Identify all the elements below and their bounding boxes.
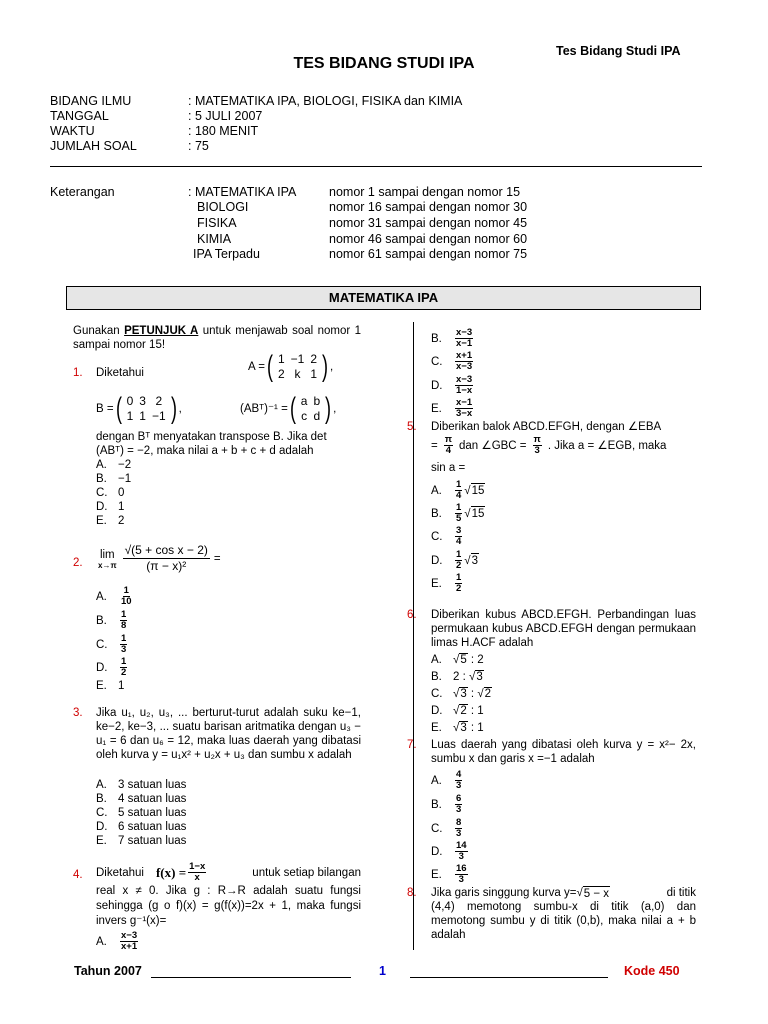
- fraction: [455, 328, 473, 349]
- matrix-a: A = ( 1 −1 2 2 k 1 ) ,: [248, 350, 334, 383]
- matrix: ( 1 −1 2 2 k 1 ): [266, 350, 329, 383]
- fraction-numerator: x−3: [456, 327, 473, 338]
- matrix-cell: 2: [277, 367, 285, 381]
- sqrt-radicand: 5 − x: [583, 888, 610, 900]
- keterangan-subject: FISIKA: [197, 216, 237, 230]
- answer-option: [96, 834, 186, 848]
- fraction: [455, 351, 473, 372]
- answer-option: [431, 818, 464, 839]
- fraction-denominator: 3−x: [456, 408, 473, 419]
- matrix-label: B =: [96, 403, 114, 415]
- keterangan-range: nomor 16 sampai dengan nomor 30: [329, 200, 528, 214]
- question-text: Luas daerah yang dibatasi oleh kurva y = x²− 2x, sumbu x dan garis x =−1 adalah: [431, 739, 696, 765]
- answer-option: [431, 653, 484, 667]
- question-number: 5.: [407, 421, 417, 433]
- fraction-denominator: 2: [456, 560, 462, 571]
- matrix-cell: 1: [277, 352, 285, 366]
- fraction-numerator: 1: [456, 572, 462, 583]
- fraction-numerator: 8: [456, 817, 462, 828]
- answer-option: [431, 670, 484, 684]
- fraction-numerator: 1: [456, 549, 462, 560]
- fraction-denominator: 3: [456, 780, 462, 791]
- fraction-denominator: x−3: [456, 361, 473, 372]
- matrix-cell: b: [313, 394, 321, 408]
- answer-option: [96, 514, 124, 528]
- option-letter: C.: [96, 487, 108, 499]
- sqrt-sign: √: [453, 705, 460, 717]
- matrix-cell: 3: [139, 394, 146, 408]
- question-text: [431, 435, 696, 456]
- sqrt-sign: √: [464, 554, 471, 567]
- header-right-label: Tes Bidang Studi IPA: [556, 44, 681, 58]
- fraction-numerator: x−3: [121, 930, 138, 941]
- keterangan-subject: KIMIA: [197, 232, 232, 246]
- answer-option: [431, 864, 470, 885]
- fraction-denominator: 4: [456, 490, 462, 501]
- answer-option: [96, 931, 140, 952]
- question-text: Jika u₁, u₂, u₃, ... berturut-turut adalah suku ke−1, ke−2, ke−3, ... suatu barisan aritmatika dengan u₃ − u₁ = 6 dan u₆ = 12, maka luas daerah yang dibatasi oleh kurva y = u₁x² + u₂x + u₃ dan sumbu x adalah: [96, 707, 361, 761]
- fraction: [455, 550, 462, 571]
- intro-text: Gunakan: [73, 325, 125, 337]
- fraction-numerator: 1: [121, 633, 127, 644]
- fraction-numerator: 1: [456, 479, 462, 490]
- answer-option: [96, 820, 186, 834]
- question-number: 3.: [73, 707, 83, 719]
- fraction-denominator: x−1: [456, 338, 473, 349]
- answer-option: [431, 794, 464, 815]
- fraction: [455, 375, 473, 396]
- sqrt-sign: √: [453, 722, 460, 734]
- limit: [98, 548, 117, 570]
- fraction-denominator: 3: [534, 445, 540, 456]
- answer-option: [96, 586, 135, 607]
- option-letter: B.: [431, 507, 442, 520]
- question-text: real x ≠ 0. Jika g : R→R adalah suatu fungsi sehingga (g o f)(x) = g(f(x))=2x + 1, maka fungsi invers g⁻¹(x)=: [96, 885, 361, 927]
- fraction-numerator: 6: [456, 793, 462, 804]
- option-letter: B.: [96, 793, 107, 805]
- option-value: −2: [118, 459, 132, 471]
- answer-option: [96, 806, 186, 820]
- ratio-separator: : 1: [470, 705, 484, 717]
- option-value: 3 satuan luas: [118, 779, 187, 791]
- sqrt-radicand: 3: [460, 722, 467, 734]
- fraction-numerator: 3: [456, 525, 462, 536]
- matrix-abt-inverse: (ABᵀ)⁻¹ = ( a b c d ) ,: [240, 392, 337, 425]
- fraction: [120, 657, 127, 678]
- answer-option: [431, 526, 464, 547]
- sqrt-sign: √: [464, 484, 471, 497]
- option-value: 6 satuan luas: [118, 821, 187, 833]
- fraction-numerator: 1−x: [189, 861, 206, 872]
- option-value: 1: [118, 680, 125, 692]
- option-letter: D.: [431, 845, 443, 858]
- fraction-denominator: 10: [121, 596, 132, 607]
- question-text: sin a =: [431, 462, 466, 474]
- info-value: : 180 MENIT: [188, 124, 259, 138]
- instructions: [73, 324, 361, 352]
- answer-option: [431, 704, 484, 718]
- sqrt-sign: √: [464, 507, 471, 520]
- fraction: [120, 634, 127, 655]
- question-text: Diberikan kubus ABCD.EFGH. Perbandingan luas permukaan kubus ABCD.EFGH dengan permukaan limas H.ACF adalah: [431, 609, 696, 649]
- keterangan-subject: IPA Terpadu: [193, 247, 260, 261]
- fraction: [120, 586, 133, 607]
- fraction-denominator: 2: [456, 583, 462, 594]
- fraction-numerator: 14: [456, 840, 467, 851]
- option-letter: B.: [431, 798, 442, 811]
- sqrt-sign: √: [453, 654, 460, 666]
- matrix-label: A =: [248, 361, 265, 373]
- question-number: 1.: [73, 367, 83, 379]
- answer-option: [431, 398, 475, 419]
- option-letter: C.: [431, 688, 443, 700]
- matrix-cell: 1: [126, 409, 134, 423]
- sqrt-radicand: 5: [460, 654, 467, 666]
- fraction: [120, 931, 138, 952]
- sqrt-sign: √: [469, 671, 476, 683]
- option-value: −1: [118, 473, 132, 485]
- fraction: [455, 864, 468, 885]
- fraction-numerator: x−3: [456, 374, 473, 385]
- fraction-numerator: 1: [121, 656, 127, 667]
- fraction: [455, 503, 462, 524]
- answer-option: [431, 550, 479, 571]
- option-letter: E.: [96, 835, 107, 847]
- answer-option: [96, 458, 131, 472]
- answer-option: [431, 328, 475, 349]
- fraction: [455, 573, 462, 594]
- info-label: WAKTU: [50, 124, 95, 138]
- answer-option: [96, 679, 124, 693]
- ratio-separator: : 1: [470, 722, 484, 734]
- option-letter: E.: [431, 722, 442, 734]
- keterangan-label: Keterangan: [50, 185, 115, 199]
- fraction: [455, 841, 468, 862]
- option-letter: A.: [96, 590, 107, 603]
- matrix: ( a b c d ): [289, 392, 332, 425]
- sqrt-radicand: 3: [471, 555, 479, 567]
- option-letter: A.: [96, 779, 107, 791]
- fraction-numerator: 4: [456, 769, 462, 780]
- sqrt-sign: √: [477, 688, 484, 700]
- answer-option: [431, 573, 464, 594]
- info-label: JUMLAH SOAL: [50, 139, 137, 153]
- matrix-cell: 1: [139, 409, 146, 423]
- fraction-denominator: 3: [458, 874, 464, 885]
- question-text: (ABᵀ) = −2, maka nilai a + b + c + d adalah: [96, 445, 314, 457]
- sqrt-radicand: 15: [471, 485, 485, 497]
- page-number: 1: [379, 964, 386, 978]
- sqrt-radicand: 2: [484, 688, 492, 700]
- question-text: [96, 862, 361, 883]
- intro-text: untuk menjawab soal nomor 1 sampai nomor 15!: [73, 325, 361, 351]
- keterangan-range: nomor 61 sampai dengan nomor 75: [329, 247, 528, 261]
- answer-option: [431, 721, 484, 735]
- answer-option: [96, 778, 186, 792]
- limit-fraction: [123, 543, 210, 574]
- page-title: TES BIDANG STUDI IPA: [293, 55, 475, 72]
- option-letter: A.: [431, 484, 442, 497]
- info-value: : 75: [188, 139, 209, 153]
- question-number: 4.: [73, 869, 83, 881]
- answer-option: [96, 610, 129, 631]
- fraction-numerator: 16: [456, 863, 467, 874]
- option-letter: C.: [96, 638, 108, 651]
- question-text: [431, 886, 696, 901]
- matrix-cell: −1: [290, 352, 305, 366]
- question-text-segment: di titik: [666, 887, 696, 899]
- answer-option: [431, 770, 464, 791]
- fraction: [455, 794, 462, 815]
- limit-expression: [98, 543, 221, 574]
- matrix-cell: −1: [151, 409, 166, 423]
- option-letter: C.: [431, 530, 443, 543]
- fraction-numerator: √(5 + cos x − 2): [124, 543, 208, 557]
- answer-option: [431, 375, 475, 396]
- fraction: [455, 398, 473, 419]
- fraction-numerator: π: [444, 434, 452, 445]
- option-letter: C.: [96, 807, 108, 819]
- matrix: ( 0 3 2 1 1 −1 ): [115, 392, 177, 425]
- divider: [50, 166, 702, 167]
- equals-sign: =: [431, 439, 438, 452]
- fraction-denominator: 3: [121, 644, 127, 655]
- question-text: (4,4) memotong sumbu-x di titik (a,0) dan memotong sumbu y di titik (0,b), maka nilai a + b adalah: [431, 901, 696, 941]
- question-text-segment: untuk setiap bilangan: [252, 866, 361, 879]
- answer-option: [96, 500, 124, 514]
- option-letter: A.: [431, 774, 442, 787]
- limit-label: lim: [99, 548, 115, 561]
- footer-line: [151, 964, 351, 978]
- fraction-denominator: 2: [121, 667, 127, 678]
- matrix-cell: d: [313, 409, 321, 423]
- answer-option: [96, 634, 129, 655]
- option-letter: A.: [96, 935, 107, 948]
- sqrt-radicand: 15: [471, 508, 485, 520]
- option-letter: E.: [96, 515, 107, 527]
- fraction-denominator: x+1: [121, 941, 138, 952]
- question-text-segment: . Jika a = ∠EGB, maka: [547, 439, 667, 452]
- option-letter: C.: [431, 822, 443, 835]
- matrix-cell: c: [301, 409, 308, 423]
- fraction-numerator: x+1: [456, 350, 473, 361]
- option-letter: B.: [96, 614, 107, 627]
- fraction: [455, 818, 462, 839]
- fraction: [455, 526, 462, 547]
- option-letter: D.: [96, 501, 108, 513]
- footer-year: Tahun 2007: [74, 964, 142, 978]
- question-number: 8.: [407, 887, 417, 899]
- matrix-cell: 1: [310, 367, 318, 381]
- fraction-denominator: 5: [456, 513, 462, 524]
- option-value: 0: [118, 487, 125, 499]
- option-letter: E.: [431, 577, 442, 590]
- option-letter: B.: [431, 671, 442, 683]
- fraction: [120, 610, 127, 631]
- option-letter: B.: [96, 473, 107, 485]
- option-value: 4 satuan luas: [118, 793, 187, 805]
- option-value: 7 satuan luas: [118, 835, 187, 847]
- answer-option: [431, 687, 492, 701]
- answer-option: [431, 480, 485, 501]
- limit-subscript: x→π: [98, 560, 117, 570]
- option-value: 1: [118, 501, 125, 513]
- fraction: [455, 770, 462, 791]
- question-text: dengan Bᵀ menyatakan transpose B. Jika det: [96, 431, 327, 443]
- option-letter: D.: [431, 705, 443, 717]
- sqrt-sign: √: [453, 688, 460, 700]
- matrix-cell: a: [300, 394, 308, 408]
- question-lead: Diketahui: [96, 367, 144, 379]
- fraction-denominator: (π − x)²: [146, 559, 187, 573]
- fraction-denominator: 4: [445, 445, 451, 456]
- matrix-cell: 2: [155, 394, 163, 408]
- fraction-numerator: π: [533, 434, 541, 445]
- answer-option: [96, 486, 124, 500]
- fraction: [188, 862, 206, 883]
- sqrt-radicand: 3: [460, 688, 467, 700]
- question-number: 2.: [73, 557, 83, 569]
- fraction-numerator: 1: [121, 609, 127, 620]
- fraction-denominator: 1−x: [456, 385, 473, 396]
- matrix-b: B = ( 0 3 2 1 1 −1 ) ,: [96, 392, 182, 425]
- question-text-segment: dan ∠GBC =: [459, 439, 527, 452]
- keterangan-subject: BIOLOGI: [197, 200, 249, 214]
- question-number: 7.: [407, 739, 417, 751]
- ratio-separator: 2 :: [453, 671, 466, 683]
- keterangan-range: nomor 31 sampai dengan nomor 45: [329, 216, 528, 230]
- footer-line: [410, 964, 608, 978]
- instruction-keyword: PETUNJUK A: [124, 325, 199, 337]
- ratio-separator: : 2: [470, 654, 484, 666]
- question-text-segment: Jika garis singgung kurva y=: [431, 887, 577, 899]
- fraction-denominator: 3: [458, 851, 464, 862]
- matrix-label: (ABᵀ)⁻¹ =: [240, 403, 288, 415]
- fraction-denominator: 4: [456, 536, 462, 547]
- question-text: Diberikan balok ABCD.EFGH, dengan ∠EBA: [431, 421, 662, 433]
- fraction-denominator: 3: [456, 828, 462, 839]
- fraction-denominator: x: [194, 872, 200, 883]
- keterangan-subject: : MATEMATIKA IPA: [188, 185, 297, 199]
- fraction: [533, 435, 542, 456]
- answer-option: [96, 472, 131, 486]
- column-divider: [413, 322, 414, 950]
- question-lead: Diketahui: [96, 866, 144, 879]
- answer-option: [431, 351, 475, 372]
- option-letter: E.: [431, 868, 442, 881]
- option-letter: E.: [431, 402, 442, 415]
- keterangan-range: nomor 46 sampai dengan nomor 60: [329, 232, 528, 246]
- matrix-cell: k: [294, 367, 301, 381]
- option-letter: E.: [96, 680, 107, 692]
- info-value: : 5 JULI 2007: [188, 109, 263, 123]
- function-label: f(x) =: [155, 864, 187, 880]
- matrix-cell: 2: [310, 352, 318, 366]
- question-number: 6.: [407, 609, 417, 621]
- sqrt-sign: √: [576, 887, 583, 899]
- info-label: TANGGAL: [50, 109, 109, 123]
- fraction-denominator: 3: [456, 804, 462, 815]
- fraction-numerator: x−1: [456, 397, 473, 408]
- option-letter: D.: [431, 554, 443, 567]
- fraction-numerator: 1: [456, 502, 462, 513]
- option-letter: A.: [431, 654, 442, 666]
- info-value: : MATEMATIKA IPA, BIOLOGI, FISIKA dan KIMIA: [188, 94, 463, 108]
- matrix-cell: 0: [126, 394, 134, 408]
- fraction-numerator: 1: [123, 585, 129, 596]
- answer-option: [96, 657, 129, 678]
- option-letter: D.: [96, 661, 108, 674]
- option-letter: B.: [431, 332, 442, 345]
- option-letter: D.: [431, 379, 443, 392]
- answer-option: [431, 503, 485, 524]
- exam-code: Kode 450: [624, 964, 680, 978]
- option-value: 2: [118, 515, 125, 527]
- fraction: [444, 435, 453, 456]
- option-letter: C.: [431, 355, 443, 368]
- option-letter: D.: [96, 821, 108, 833]
- option-letter: A.: [96, 459, 107, 471]
- keterangan-range: nomor 1 sampai dengan nomor 15: [329, 185, 521, 199]
- option-value: 5 satuan luas: [118, 807, 187, 819]
- ratio-separator: :: [470, 688, 475, 700]
- equals-sign: =: [213, 552, 221, 565]
- info-label: BIDANG ILMU: [50, 94, 132, 108]
- answer-option: [431, 841, 470, 862]
- sqrt-radicand: 2: [460, 705, 467, 717]
- sqrt-radicand: 3: [476, 671, 483, 683]
- answer-option: [96, 792, 186, 806]
- fraction: [455, 480, 462, 501]
- section-header: MATEMATIKA IPA: [66, 286, 701, 310]
- fraction-denominator: 8: [121, 620, 127, 631]
